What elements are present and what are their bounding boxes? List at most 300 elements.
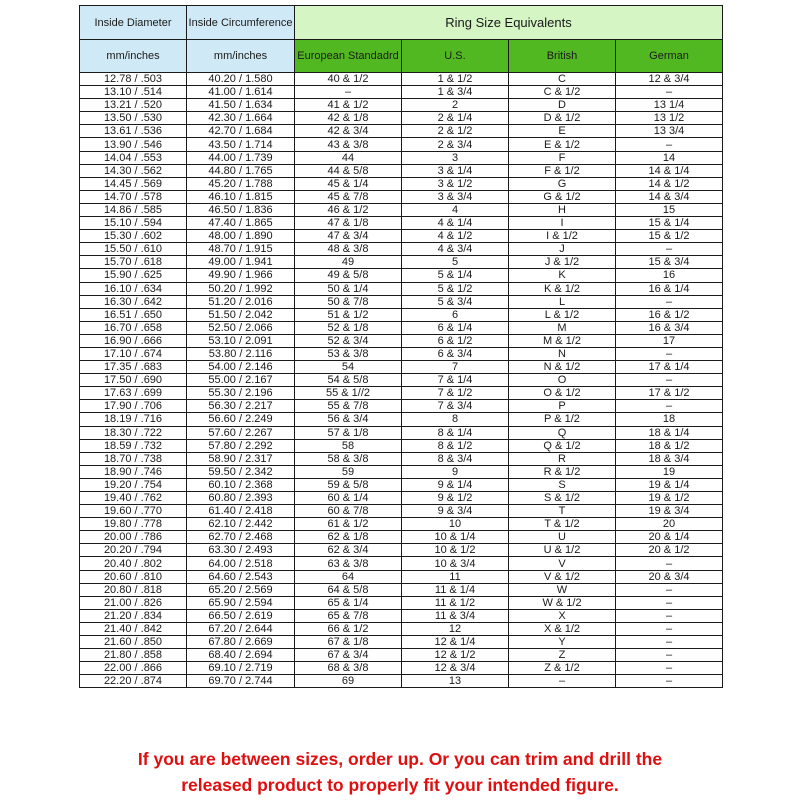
cell-circumference: 65.90 / 2.594 bbox=[187, 596, 295, 609]
cell-diameter: 20.20 / .794 bbox=[80, 544, 187, 557]
cell-us: 9 bbox=[402, 465, 509, 478]
table-row bbox=[80, 295, 723, 308]
cell-diameter: 14.04 / .553 bbox=[80, 151, 187, 164]
cell-us: 8 & 1/2 bbox=[402, 439, 509, 452]
cell-british: Q bbox=[509, 426, 616, 439]
cell-diameter: 16.51 / .650 bbox=[80, 308, 187, 321]
cell-diameter: 16.70 / .658 bbox=[80, 321, 187, 334]
cell-diameter: 14.45 / .569 bbox=[80, 177, 187, 190]
cell-british: V bbox=[509, 557, 616, 570]
cell-diameter: 15.30 / .602 bbox=[80, 230, 187, 243]
cell-german: – bbox=[616, 138, 723, 151]
cell-diameter: 18.30 / .722 bbox=[80, 426, 187, 439]
cell-us: 6 bbox=[402, 308, 509, 321]
cell-german: 15 & 1/4 bbox=[616, 217, 723, 230]
cell-german: – bbox=[616, 295, 723, 308]
cell-german: – bbox=[616, 649, 723, 662]
cell-us: 6 & 3/4 bbox=[402, 347, 509, 360]
cell-german: 15 bbox=[616, 203, 723, 216]
cell-german: 17 & 1/4 bbox=[616, 361, 723, 374]
cell-british: X bbox=[509, 609, 616, 622]
table-row bbox=[80, 662, 723, 675]
cell-diameter: 19.40 / .762 bbox=[80, 492, 187, 505]
cell-circumference: 45.20 / 1.788 bbox=[187, 177, 295, 190]
cell-diameter: 19.60 / .770 bbox=[80, 505, 187, 518]
cell-german: – bbox=[616, 557, 723, 570]
cell-diameter: 18.90 / .746 bbox=[80, 465, 187, 478]
table-row bbox=[80, 256, 723, 269]
cell-us: 8 & 1/4 bbox=[402, 426, 509, 439]
cell-diameter: 17.63 / .699 bbox=[80, 387, 187, 400]
cell-british: Z & 1/2 bbox=[509, 662, 616, 675]
cell-diameter: 21.60 / .850 bbox=[80, 636, 187, 649]
cell-german: 14 bbox=[616, 151, 723, 164]
cell-us: 3 & 1/4 bbox=[402, 164, 509, 177]
cell-diameter: 12.78 / .503 bbox=[80, 73, 187, 86]
cell-circumference: 66.50 / 2.619 bbox=[187, 609, 295, 622]
cell-german: 14 & 1/2 bbox=[616, 177, 723, 190]
cell-european: 61 & 1/2 bbox=[295, 518, 402, 531]
cell-european: 49 & 5/8 bbox=[295, 269, 402, 282]
cell-european: 64 & 5/8 bbox=[295, 583, 402, 596]
cell-european: 54 bbox=[295, 361, 402, 374]
cell-us: 7 bbox=[402, 361, 509, 374]
cell-british: I bbox=[509, 217, 616, 230]
table-row bbox=[80, 347, 723, 360]
table-row bbox=[80, 492, 723, 505]
table-row bbox=[80, 334, 723, 347]
cell-british: R & 1/2 bbox=[509, 465, 616, 478]
cell-british: R bbox=[509, 452, 616, 465]
cell-us: 4 & 1/4 bbox=[402, 217, 509, 230]
cell-german: – bbox=[616, 596, 723, 609]
table-row bbox=[80, 203, 723, 216]
cell-german: – bbox=[616, 400, 723, 413]
table-row bbox=[80, 138, 723, 151]
cell-british: M bbox=[509, 321, 616, 334]
cell-british: J bbox=[509, 243, 616, 256]
cell-european: 64 bbox=[295, 570, 402, 583]
cell-circumference: 61.40 / 2.418 bbox=[187, 505, 295, 518]
cell-european: 68 & 3/8 bbox=[295, 662, 402, 675]
table-row bbox=[80, 478, 723, 491]
cell-british: F & 1/2 bbox=[509, 164, 616, 177]
cell-us: 10 & 1/4 bbox=[402, 531, 509, 544]
cell-circumference: 44.80 / 1.765 bbox=[187, 164, 295, 177]
cell-circumference: 64.00 / 2.518 bbox=[187, 557, 295, 570]
cell-european: 62 & 1/8 bbox=[295, 531, 402, 544]
cell-european: 50 & 1/4 bbox=[295, 282, 402, 295]
cell-european: 65 & 7/8 bbox=[295, 609, 402, 622]
cell-european: 59 & 5/8 bbox=[295, 478, 402, 491]
table-row bbox=[80, 583, 723, 596]
cell-circumference: 47.40 / 1.865 bbox=[187, 217, 295, 230]
cell-european: 66 & 1/2 bbox=[295, 622, 402, 635]
cell-european: 65 & 1/4 bbox=[295, 596, 402, 609]
cell-british: O & 1/2 bbox=[509, 387, 616, 400]
cell-german: – bbox=[616, 374, 723, 387]
sizing-note-line-2: released product to properly fit your intended figure. bbox=[181, 775, 619, 795]
cell-us: 8 bbox=[402, 413, 509, 426]
cell-circumference: 67.20 / 2.644 bbox=[187, 622, 295, 635]
cell-circumference: 50.20 / 1.992 bbox=[187, 282, 295, 295]
cell-british: – bbox=[509, 675, 616, 688]
cell-us: 11 & 3/4 bbox=[402, 609, 509, 622]
cell-us: 2 & 3/4 bbox=[402, 138, 509, 151]
cell-circumference: 58.90 / 2.317 bbox=[187, 452, 295, 465]
cell-european: 52 & 3/4 bbox=[295, 334, 402, 347]
cell-german: 15 & 3/4 bbox=[616, 256, 723, 269]
cell-diameter: 17.90 / .706 bbox=[80, 400, 187, 413]
cell-circumference: 62.10 / 2.442 bbox=[187, 518, 295, 531]
cell-european: 67 & 3/4 bbox=[295, 649, 402, 662]
cell-diameter: 13.50 / .530 bbox=[80, 112, 187, 125]
cell-british: N bbox=[509, 347, 616, 360]
cell-circumference: 40.20 / 1.580 bbox=[187, 73, 295, 86]
cell-european: 58 bbox=[295, 439, 402, 452]
cell-german: 16 & 1/2 bbox=[616, 308, 723, 321]
table-row bbox=[80, 243, 723, 256]
cell-diameter: 14.86 / .585 bbox=[80, 203, 187, 216]
cell-circumference: 55.00 / 2.167 bbox=[187, 374, 295, 387]
cell-circumference: 60.80 / 2.393 bbox=[187, 492, 295, 505]
cell-us: 12 & 1/2 bbox=[402, 649, 509, 662]
cell-circumference: 55.30 / 2.196 bbox=[187, 387, 295, 400]
cell-circumference: 57.80 / 2.292 bbox=[187, 439, 295, 452]
cell-european: 60 & 1/4 bbox=[295, 492, 402, 505]
cell-circumference: 63.30 / 2.493 bbox=[187, 544, 295, 557]
cell-us: 7 & 1/4 bbox=[402, 374, 509, 387]
table-row bbox=[80, 99, 723, 112]
cell-diameter: 14.30 / .562 bbox=[80, 164, 187, 177]
cell-european: 43 & 3/8 bbox=[295, 138, 402, 151]
cell-us: 8 & 3/4 bbox=[402, 452, 509, 465]
table-row bbox=[80, 282, 723, 295]
cell-diameter: 17.10 / .674 bbox=[80, 347, 187, 360]
cell-circumference: 57.60 / 2.267 bbox=[187, 426, 295, 439]
cell-british: P & 1/2 bbox=[509, 413, 616, 426]
table-row bbox=[80, 387, 723, 400]
cell-british: D bbox=[509, 99, 616, 112]
cell-diameter: 19.80 / .778 bbox=[80, 518, 187, 531]
cell-us: 7 & 3/4 bbox=[402, 400, 509, 413]
table-row bbox=[80, 622, 723, 635]
cell-circumference: 53.10 / 2.091 bbox=[187, 334, 295, 347]
cell-diameter: 22.00 / .866 bbox=[80, 662, 187, 675]
cell-german: 18 bbox=[616, 413, 723, 426]
cell-us: 9 & 1/4 bbox=[402, 478, 509, 491]
cell-us: 12 & 3/4 bbox=[402, 662, 509, 675]
table-row bbox=[80, 609, 723, 622]
header-british: British bbox=[509, 40, 616, 73]
cell-diameter: 13.10 / .514 bbox=[80, 86, 187, 99]
cell-us: 10 & 1/2 bbox=[402, 544, 509, 557]
table-row bbox=[80, 86, 723, 99]
ring-size-table bbox=[79, 5, 723, 688]
cell-german: 17 & 1/2 bbox=[616, 387, 723, 400]
cell-diameter: 15.70 / .618 bbox=[80, 256, 187, 269]
cell-us: 10 bbox=[402, 518, 509, 531]
cell-british: L bbox=[509, 295, 616, 308]
cell-us: 6 & 1/2 bbox=[402, 334, 509, 347]
cell-british: U bbox=[509, 531, 616, 544]
header-german: German bbox=[616, 40, 723, 73]
cell-circumference: 69.70 / 2.744 bbox=[187, 675, 295, 688]
cell-circumference: 64.60 / 2.543 bbox=[187, 570, 295, 583]
cell-british: D & 1/2 bbox=[509, 112, 616, 125]
table-row bbox=[80, 374, 723, 387]
cell-diameter: 15.10 / .594 bbox=[80, 217, 187, 230]
cell-us: 5 & 1/4 bbox=[402, 269, 509, 282]
cell-us: 5 & 1/2 bbox=[402, 282, 509, 295]
cell-european: 47 & 3/4 bbox=[295, 230, 402, 243]
cell-british: M & 1/2 bbox=[509, 334, 616, 347]
cell-diameter: 16.10 / .634 bbox=[80, 282, 187, 295]
cell-british: V & 1/2 bbox=[509, 570, 616, 583]
cell-german: – bbox=[616, 347, 723, 360]
cell-german: – bbox=[616, 243, 723, 256]
cell-diameter: 21.00 / .826 bbox=[80, 596, 187, 609]
table-row bbox=[80, 636, 723, 649]
cell-german: 16 & 3/4 bbox=[616, 321, 723, 334]
cell-diameter: 14.70 / .578 bbox=[80, 190, 187, 203]
cell-british: Y bbox=[509, 636, 616, 649]
cell-diameter: 20.80 / .818 bbox=[80, 583, 187, 596]
cell-european: 67 & 1/8 bbox=[295, 636, 402, 649]
cell-diameter: 21.80 / .858 bbox=[80, 649, 187, 662]
table-row bbox=[80, 177, 723, 190]
cell-circumference: 48.70 / 1.915 bbox=[187, 243, 295, 256]
cell-us: 13 bbox=[402, 675, 509, 688]
cell-us: 11 & 1/2 bbox=[402, 596, 509, 609]
cell-german: 20 bbox=[616, 518, 723, 531]
cell-british: C bbox=[509, 73, 616, 86]
cell-diameter: 21.20 / .834 bbox=[80, 609, 187, 622]
table-row bbox=[80, 73, 723, 86]
cell-european: 54 & 5/8 bbox=[295, 374, 402, 387]
cell-german: 13 3/4 bbox=[616, 125, 723, 138]
cell-diameter: 15.50 / .610 bbox=[80, 243, 187, 256]
cell-british: O bbox=[509, 374, 616, 387]
cell-european: 40 & 1/2 bbox=[295, 73, 402, 86]
cell-circumference: 69.10 / 2.719 bbox=[187, 662, 295, 675]
cell-british: S & 1/2 bbox=[509, 492, 616, 505]
cell-british: S bbox=[509, 478, 616, 491]
cell-german: – bbox=[616, 662, 723, 675]
cell-german: 13 1/2 bbox=[616, 112, 723, 125]
cell-european: 50 & 7/8 bbox=[295, 295, 402, 308]
cell-diameter: 21.40 / .842 bbox=[80, 622, 187, 635]
cell-diameter: 15.90 / .625 bbox=[80, 269, 187, 282]
cell-circumference: 60.10 / 2.368 bbox=[187, 478, 295, 491]
cell-us: 12 bbox=[402, 622, 509, 635]
cell-diameter: 20.40 / .802 bbox=[80, 557, 187, 570]
cell-european: 45 & 7/8 bbox=[295, 190, 402, 203]
cell-british: C & 1/2 bbox=[509, 86, 616, 99]
cell-german: 13 1/4 bbox=[616, 99, 723, 112]
cell-european: – bbox=[295, 86, 402, 99]
cell-british: E bbox=[509, 125, 616, 138]
table-row bbox=[80, 321, 723, 334]
header-units-circumference: mm/inches bbox=[187, 40, 295, 73]
table-row bbox=[80, 308, 723, 321]
cell-british: T & 1/2 bbox=[509, 518, 616, 531]
cell-diameter: 20.00 / .786 bbox=[80, 531, 187, 544]
cell-british: G & 1/2 bbox=[509, 190, 616, 203]
cell-british: N & 1/2 bbox=[509, 361, 616, 374]
cell-diameter: 16.90 / .666 bbox=[80, 334, 187, 347]
cell-diameter: 18.19 / .716 bbox=[80, 413, 187, 426]
cell-european: 55 & 7/8 bbox=[295, 400, 402, 413]
cell-european: 69 bbox=[295, 675, 402, 688]
cell-european: 49 bbox=[295, 256, 402, 269]
cell-british: T bbox=[509, 505, 616, 518]
cell-european: 44 bbox=[295, 151, 402, 164]
cell-european: 52 & 1/8 bbox=[295, 321, 402, 334]
cell-us: 1 & 3/4 bbox=[402, 86, 509, 99]
cell-diameter: 13.61 / .536 bbox=[80, 125, 187, 138]
table-row bbox=[80, 531, 723, 544]
cell-us: 2 bbox=[402, 99, 509, 112]
cell-german: 14 & 1/4 bbox=[616, 164, 723, 177]
table-row bbox=[80, 570, 723, 583]
cell-british: I & 1/2 bbox=[509, 230, 616, 243]
cell-german: 14 & 3/4 bbox=[616, 190, 723, 203]
table-row bbox=[80, 112, 723, 125]
cell-diameter: 17.50 / .690 bbox=[80, 374, 187, 387]
cell-circumference: 42.70 / 1.684 bbox=[187, 125, 295, 138]
table-row bbox=[80, 505, 723, 518]
cell-british: P bbox=[509, 400, 616, 413]
table-row bbox=[80, 413, 723, 426]
cell-german: 19 bbox=[616, 465, 723, 478]
cell-circumference: 41.00 / 1.614 bbox=[187, 86, 295, 99]
cell-german: 16 & 1/4 bbox=[616, 282, 723, 295]
cell-european: 58 & 3/8 bbox=[295, 452, 402, 465]
header-inside-diameter: Inside Diameter bbox=[80, 6, 187, 40]
cell-european: 57 & 1/8 bbox=[295, 426, 402, 439]
cell-british: Z bbox=[509, 649, 616, 662]
cell-circumference: 54.00 / 2.146 bbox=[187, 361, 295, 374]
header-ring-size-equivalents: Ring Size Equivalents bbox=[295, 6, 723, 40]
cell-circumference: 49.90 / 1.966 bbox=[187, 269, 295, 282]
cell-european: 41 & 1/2 bbox=[295, 99, 402, 112]
cell-german: 18 & 1/2 bbox=[616, 439, 723, 452]
table-row bbox=[80, 465, 723, 478]
cell-us: 6 & 1/4 bbox=[402, 321, 509, 334]
cell-german: 15 & 1/2 bbox=[616, 230, 723, 243]
cell-us: 12 & 1/4 bbox=[402, 636, 509, 649]
cell-british: Q & 1/2 bbox=[509, 439, 616, 452]
cell-german: 19 & 3/4 bbox=[616, 505, 723, 518]
cell-circumference: 65.20 / 2.569 bbox=[187, 583, 295, 596]
cell-us: 4 & 3/4 bbox=[402, 243, 509, 256]
cell-british: F bbox=[509, 151, 616, 164]
cell-german: – bbox=[616, 622, 723, 635]
cell-circumference: 68.40 / 2.694 bbox=[187, 649, 295, 662]
cell-british: W & 1/2 bbox=[509, 596, 616, 609]
cell-german: 16 bbox=[616, 269, 723, 282]
table-row bbox=[80, 125, 723, 138]
cell-german: 19 & 1/4 bbox=[616, 478, 723, 491]
cell-diameter: 13.90 / .546 bbox=[80, 138, 187, 151]
cell-european: 56 & 3/4 bbox=[295, 413, 402, 426]
sizing-note-line-1: If you are between sizes, order up. Or you can trim and drill the bbox=[137, 749, 663, 769]
cell-us: 11 bbox=[402, 570, 509, 583]
cell-european: 63 & 3/8 bbox=[295, 557, 402, 570]
cell-german: 20 & 1/2 bbox=[616, 544, 723, 557]
cell-european: 51 & 1/2 bbox=[295, 308, 402, 321]
cell-german: 20 & 3/4 bbox=[616, 570, 723, 583]
cell-european: 53 & 3/8 bbox=[295, 347, 402, 360]
cell-diameter: 13.21 / .520 bbox=[80, 99, 187, 112]
cell-diameter: 18.59 / .732 bbox=[80, 439, 187, 452]
cell-european: 59 bbox=[295, 465, 402, 478]
cell-german: – bbox=[616, 636, 723, 649]
cell-diameter: 20.60 / .810 bbox=[80, 570, 187, 583]
cell-circumference: 49.00 / 1.941 bbox=[187, 256, 295, 269]
cell-circumference: 56.60 / 2.249 bbox=[187, 413, 295, 426]
cell-german: 17 bbox=[616, 334, 723, 347]
table-row bbox=[80, 361, 723, 374]
cell-us: 3 & 1/2 bbox=[402, 177, 509, 190]
cell-british: U & 1/2 bbox=[509, 544, 616, 557]
cell-us: 4 & 1/2 bbox=[402, 230, 509, 243]
cell-german: 19 & 1/2 bbox=[616, 492, 723, 505]
cell-circumference: 41.50 / 1.634 bbox=[187, 99, 295, 112]
cell-british: H bbox=[509, 203, 616, 216]
table-row bbox=[80, 269, 723, 282]
cell-european: 42 & 3/4 bbox=[295, 125, 402, 138]
cell-european: 48 & 3/8 bbox=[295, 243, 402, 256]
cell-circumference: 52.50 / 2.066 bbox=[187, 321, 295, 334]
table-row bbox=[80, 439, 723, 452]
cell-british: K bbox=[509, 269, 616, 282]
header-us: U.S. bbox=[402, 40, 509, 73]
cell-us: 11 & 1/4 bbox=[402, 583, 509, 596]
cell-circumference: 62.70 / 2.468 bbox=[187, 531, 295, 544]
table-row bbox=[80, 649, 723, 662]
cell-british: K & 1/2 bbox=[509, 282, 616, 295]
cell-circumference: 48.00 / 1.890 bbox=[187, 230, 295, 243]
cell-german: – bbox=[616, 675, 723, 688]
cell-circumference: 46.10 / 1.815 bbox=[187, 190, 295, 203]
cell-european: 46 & 1/2 bbox=[295, 203, 402, 216]
cell-european: 45 & 1/4 bbox=[295, 177, 402, 190]
cell-us: 5 bbox=[402, 256, 509, 269]
cell-german: – bbox=[616, 86, 723, 99]
cell-circumference: 46.50 / 1.836 bbox=[187, 203, 295, 216]
cell-us: 4 bbox=[402, 203, 509, 216]
table-row bbox=[80, 675, 723, 688]
cell-german: 20 & 1/4 bbox=[616, 531, 723, 544]
header-inside-circumference: Inside Circumference bbox=[187, 6, 295, 40]
sizing-note bbox=[0, 746, 800, 798]
table-row bbox=[80, 544, 723, 557]
cell-us: 1 & 1/2 bbox=[402, 73, 509, 86]
cell-us: 2 & 1/4 bbox=[402, 112, 509, 125]
cell-us: 3 bbox=[402, 151, 509, 164]
table-row bbox=[80, 518, 723, 531]
cell-us: 5 & 3/4 bbox=[402, 295, 509, 308]
cell-circumference: 53.80 / 2.116 bbox=[187, 347, 295, 360]
cell-german: – bbox=[616, 583, 723, 596]
cell-european: 47 & 1/8 bbox=[295, 217, 402, 230]
table-row bbox=[80, 164, 723, 177]
cell-us: 3 & 3/4 bbox=[402, 190, 509, 203]
table-row bbox=[80, 452, 723, 465]
cell-british: E & 1/2 bbox=[509, 138, 616, 151]
